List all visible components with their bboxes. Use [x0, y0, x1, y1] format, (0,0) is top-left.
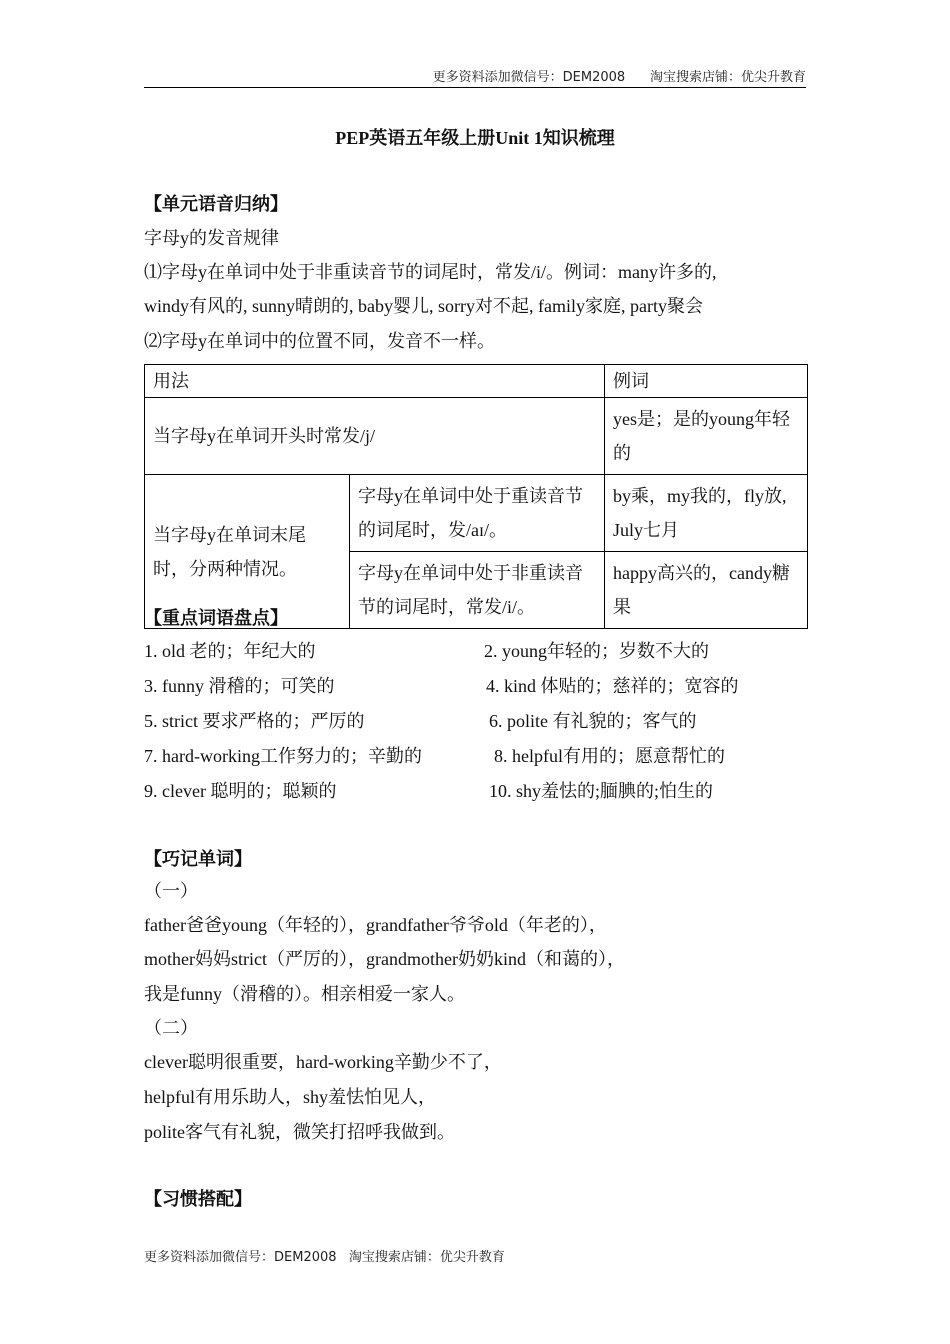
vocab-item: 8. helpful有用的；愿意帮忙的	[494, 746, 725, 766]
page-title: PEP英语五年级上册Unit 1知识梳理	[335, 128, 615, 148]
memory-part2-label: （二）	[144, 1018, 198, 1038]
collocation-heading: 【习惯搭配】	[144, 1189, 252, 1209]
memory-line: polite客气有礼貌，微笑打招呼我做到。	[144, 1122, 455, 1142]
table-row	[145, 475, 808, 552]
vocab-item: 10. shy羞怯的;腼腆的;怕生的	[489, 781, 714, 801]
vocab-item: 4. kind 体贴的；慈祥的；宽容的	[486, 676, 739, 696]
page-footer: 更多资料添加微信号：DEM2008 淘宝搜索店铺：优尖升教育	[144, 1250, 505, 1265]
memory-line: clever聪明很重要，hard-working辛勤少不了，	[144, 1052, 502, 1072]
row1-examples: yes是；是的young年轻的	[605, 398, 808, 475]
vocab-item: 1. old 老的；年纪大的	[144, 641, 316, 661]
phonics-rule1-line2: windy有风的, sunny晴朗的, baby婴儿, sorry对不起, family家庭, party聚会	[144, 296, 703, 316]
row2a-examples: by乘，my我的，fly放, July七月	[605, 475, 808, 552]
memory-heading: 【巧记单词】	[144, 849, 252, 869]
memory-part1-label: （一）	[144, 881, 198, 901]
phonics-heading: 【单元语音归纳】	[144, 194, 288, 214]
table-row	[145, 365, 808, 398]
memory-line: father爸爸young（年轻的），grandfather爷爷old（年老的），	[144, 915, 607, 935]
table-header-examples: 例词	[605, 365, 808, 398]
row2b-examples: happy高兴的，candy糖果	[605, 552, 808, 629]
vocab-item: 3. funny 滑稽的；可笑的	[144, 676, 335, 696]
memory-line: mother妈妈strict（严厉的），grandmother奶奶kind（和蔼的），	[144, 949, 625, 969]
vocab-item: 7. hard-working工作努力的；辛勤的	[144, 746, 422, 766]
vocab-item: 6. polite 有礼貌的；客气的	[489, 711, 697, 731]
phonics-table	[144, 364, 808, 629]
table-header-usage: 用法	[145, 365, 605, 398]
row2a-case: 字母y在单词中处于重读音节的词尾时，发/aɪ/。	[350, 475, 605, 552]
vocab-heading: 【重点词语盘点】	[144, 608, 288, 628]
memory-line: helpful有用乐助人，shy羞怯怕见人，	[144, 1087, 436, 1107]
row2b-case: 字母y在单词中处于非重读音节的词尾时，常发/i/。	[350, 552, 605, 629]
row2-usage: 当字母y在单词末尾时，分两种情况。	[145, 475, 350, 629]
header-divider	[144, 87, 806, 88]
table-row	[145, 398, 808, 475]
vocab-item: 2. young年轻的；岁数不大的	[484, 641, 709, 661]
phonics-rule2: ⑵字母y在单词中的位置不同，发音不一样。	[144, 331, 495, 351]
row1-usage: 当字母y在单词开头时常发/j/	[145, 398, 605, 475]
vocab-item: 5. strict 要求严格的；严厉的	[144, 711, 365, 731]
vocab-item: 9. clever 聪明的；聪颖的	[144, 781, 337, 801]
page-header: 更多资料添加微信号：DEM2008 淘宝搜索店铺：优尖升教育	[432, 70, 806, 85]
memory-line: 我是funny（滑稽的）。相亲相爱一家人。	[144, 984, 465, 1004]
phonics-subtitle: 字母y的发音规律	[144, 228, 279, 248]
phonics-rule1-line1: ⑴字母y在单词中处于非重读音节的词尾时，常发/i/。例词：many许多的,	[144, 262, 717, 282]
